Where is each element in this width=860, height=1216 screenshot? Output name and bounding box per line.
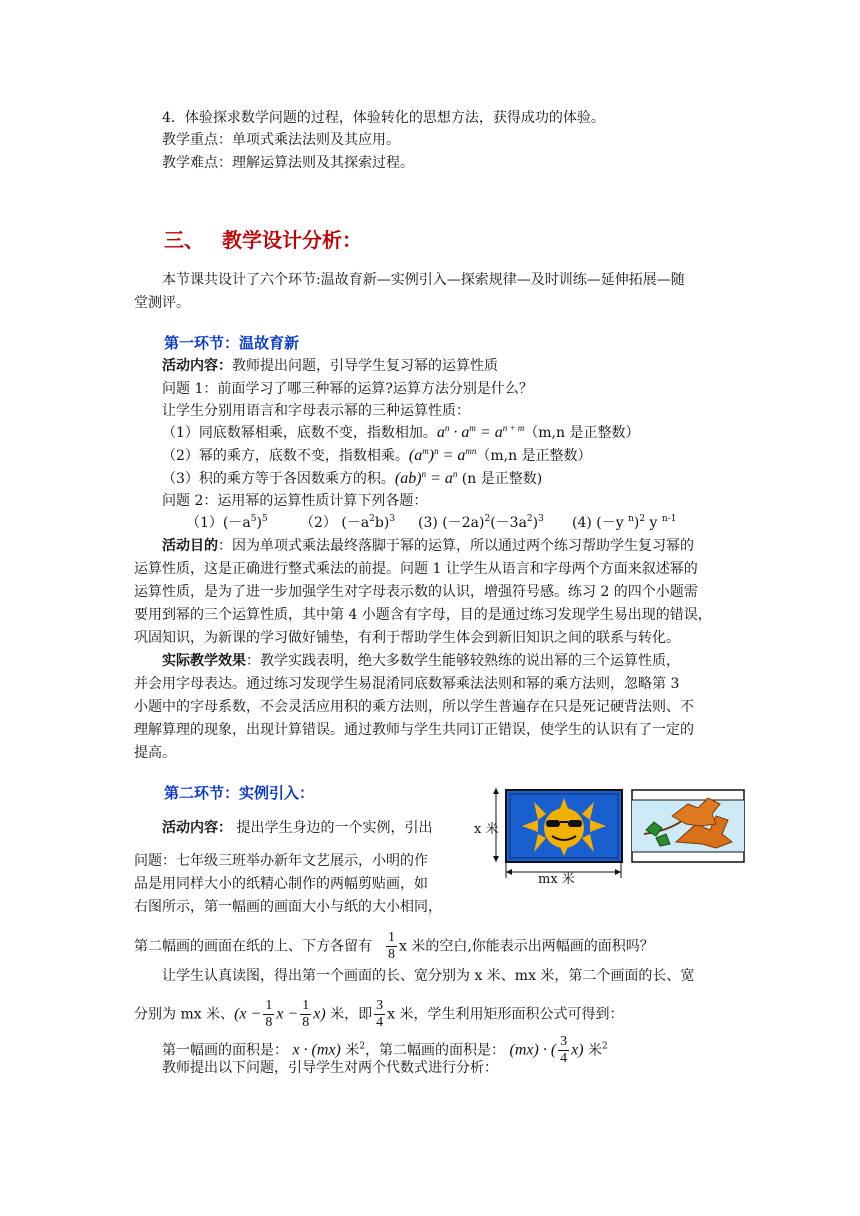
- step2-line-3: 右图所示，第一幅画的画面大小与纸的大小相同，: [134, 899, 442, 915]
- question-1: 问题 1：前面学习了哪三种幂的运算?运算方法分别是什么？: [162, 381, 533, 397]
- paper-cut-figure: [476, 784, 756, 894]
- goal-line-4: 要用到幂的三个运算性质，其中第 4 小题含有字母，目的是通过练习发现学生易出现的错误，: [134, 607, 712, 623]
- step1-activity: 活动内容：教师提出问题，引导学生复习幂的运算性质: [162, 358, 498, 374]
- step2-heading: 第二环节：实例引入：: [164, 784, 315, 802]
- leaf-picture: [632, 790, 744, 862]
- rule-2: （2）幂的乘方，底数不变，指数相乘。$(a^m)^n = a^{mn}(m,n$ 是正整数）: [162, 446, 592, 464]
- intro-line-1: 4．体验探求数学问题的过程，体验转化的思想方法，获得成功的体验。: [162, 110, 605, 126]
- goal-line-1: 活动目的：因为单项式乘法最终落脚于幂的运算，所以通过两个练习帮助学生复习幂的: [162, 538, 694, 554]
- area-line: 第一幅画的面积是： x · (mx) 米$^2$，第二幅画的面积是： (mx) · ( $\frac{3}{4}$ x) 米$^2$: [162, 1034, 608, 1066]
- section-number: 三、: [164, 228, 204, 252]
- step2-last-line: 教师提出以下问题，引导学生对两个代数式进行分析：: [162, 1060, 498, 1076]
- step1-heading: 第一环节：温故育新: [164, 334, 300, 352]
- question-1-prompt: 让学生分别用语言和字母表示幂的三种运算性质：: [162, 403, 470, 419]
- effect-line-2: 并会用字母表达。通过练习发现学生易混淆同底数幂乘法法则和幂的乘方法则，忽略第 3: [134, 676, 680, 692]
- intro-line-2: 教学重点：单项式乘法法则及其应用。: [162, 132, 400, 148]
- step2-activity: 活动内容： 提出学生身边的一个实例，引出: [162, 820, 433, 836]
- step2-line-2: 品是用同样大小的纸精心制作的两幅剪贴画，如: [134, 876, 428, 892]
- exercise-1: $(1)(-a^5)^5$: [186, 514, 268, 531]
- effect-line-4: 理解算理的现象，出现计算错误。通过教师与学生共同订正错误，使学生的认识有了一定的: [134, 722, 694, 738]
- effect-line-1: 实际教学效果：教学实践表明，绝大多数学生能够较熟练的说出幂的三个运算性质，: [162, 653, 680, 669]
- intro-line-3: 教学难点：理解运算法则及其探索过程。: [162, 155, 414, 171]
- sun-picture: [506, 790, 622, 862]
- exercise-2: （2） $(-a^2b)^3$: [300, 514, 396, 531]
- rule-3: （3）积的乘方等于各因数乘方的积。$(ab)^n = a^n$ (n 是正整数): [162, 469, 543, 487]
- step2-line-1: 问题：七年级三班举办新年文艺展示，小明的作: [134, 853, 428, 869]
- read-line-2: 分别为 mx 米、(x − $\frac{1}{8}$ x − $\frac{1}{8}$ x) 米，即 $\frac{3}{4}$ x 米，学生利用矩形面积公式可得到：: [134, 998, 624, 1030]
- section-intro-1: 本节课共设计了六个环节:温故育新—实例引入—探索规律—及时训练—延伸拓展—随: [162, 272, 685, 288]
- rule-1: （1）同底数幂相乘，底数不变，指数相加。$a^n \cdot a^m = a^{n + m}(m,n$ 是正整数）: [162, 423, 640, 441]
- step2-line-4: 第二幅画的画面在纸的上、下方各留有 $\frac{1}{8}$ x 米的空白,你能表示出两幅画的面积吗？: [134, 930, 654, 962]
- width-label: mx 米: [538, 872, 575, 887]
- section-intro-2: 堂测评。: [134, 295, 190, 311]
- section-title: 教学设计分析：: [222, 228, 362, 252]
- effect-line-3: 小题中的字母系数，不会灵活应用积的乘方法则，所以学生普遍存在只是死记硬背法则、不: [134, 699, 694, 715]
- figure-svg: [476, 784, 756, 894]
- goal-line-3: 运算性质，是为了进一步加强学生对字母表示数的认识，增强符号感。练习 2 的四个小题需: [134, 584, 698, 600]
- read-line-1: 让学生认真读图，得出第一个画面的长、宽分别为 x 米、mx 米，第二个画面的长、宽: [162, 968, 695, 984]
- effect-line-5: 提高。: [134, 745, 176, 761]
- height-label: x 米: [474, 822, 499, 837]
- exercise-4: (4) (－y $^n$)$^2$ y $^{n-1}$: [572, 514, 677, 531]
- exercise-3: (3) $(-2a)^2(-3a^2)^3$: [418, 514, 544, 531]
- goal-line-5: 巩固知识，为新课的学习做好铺垫，有利于帮助学生体会到新旧知识之间的联系与转化。: [134, 630, 680, 646]
- question-2: 问题 2：运用幂的运算性质计算下列各题：: [162, 493, 428, 509]
- goal-line-2: 运算性质，这是正确进行整式乘法的前提。问题 1 让学生从语言和字母两个方面来叙述幂的: [134, 561, 698, 577]
